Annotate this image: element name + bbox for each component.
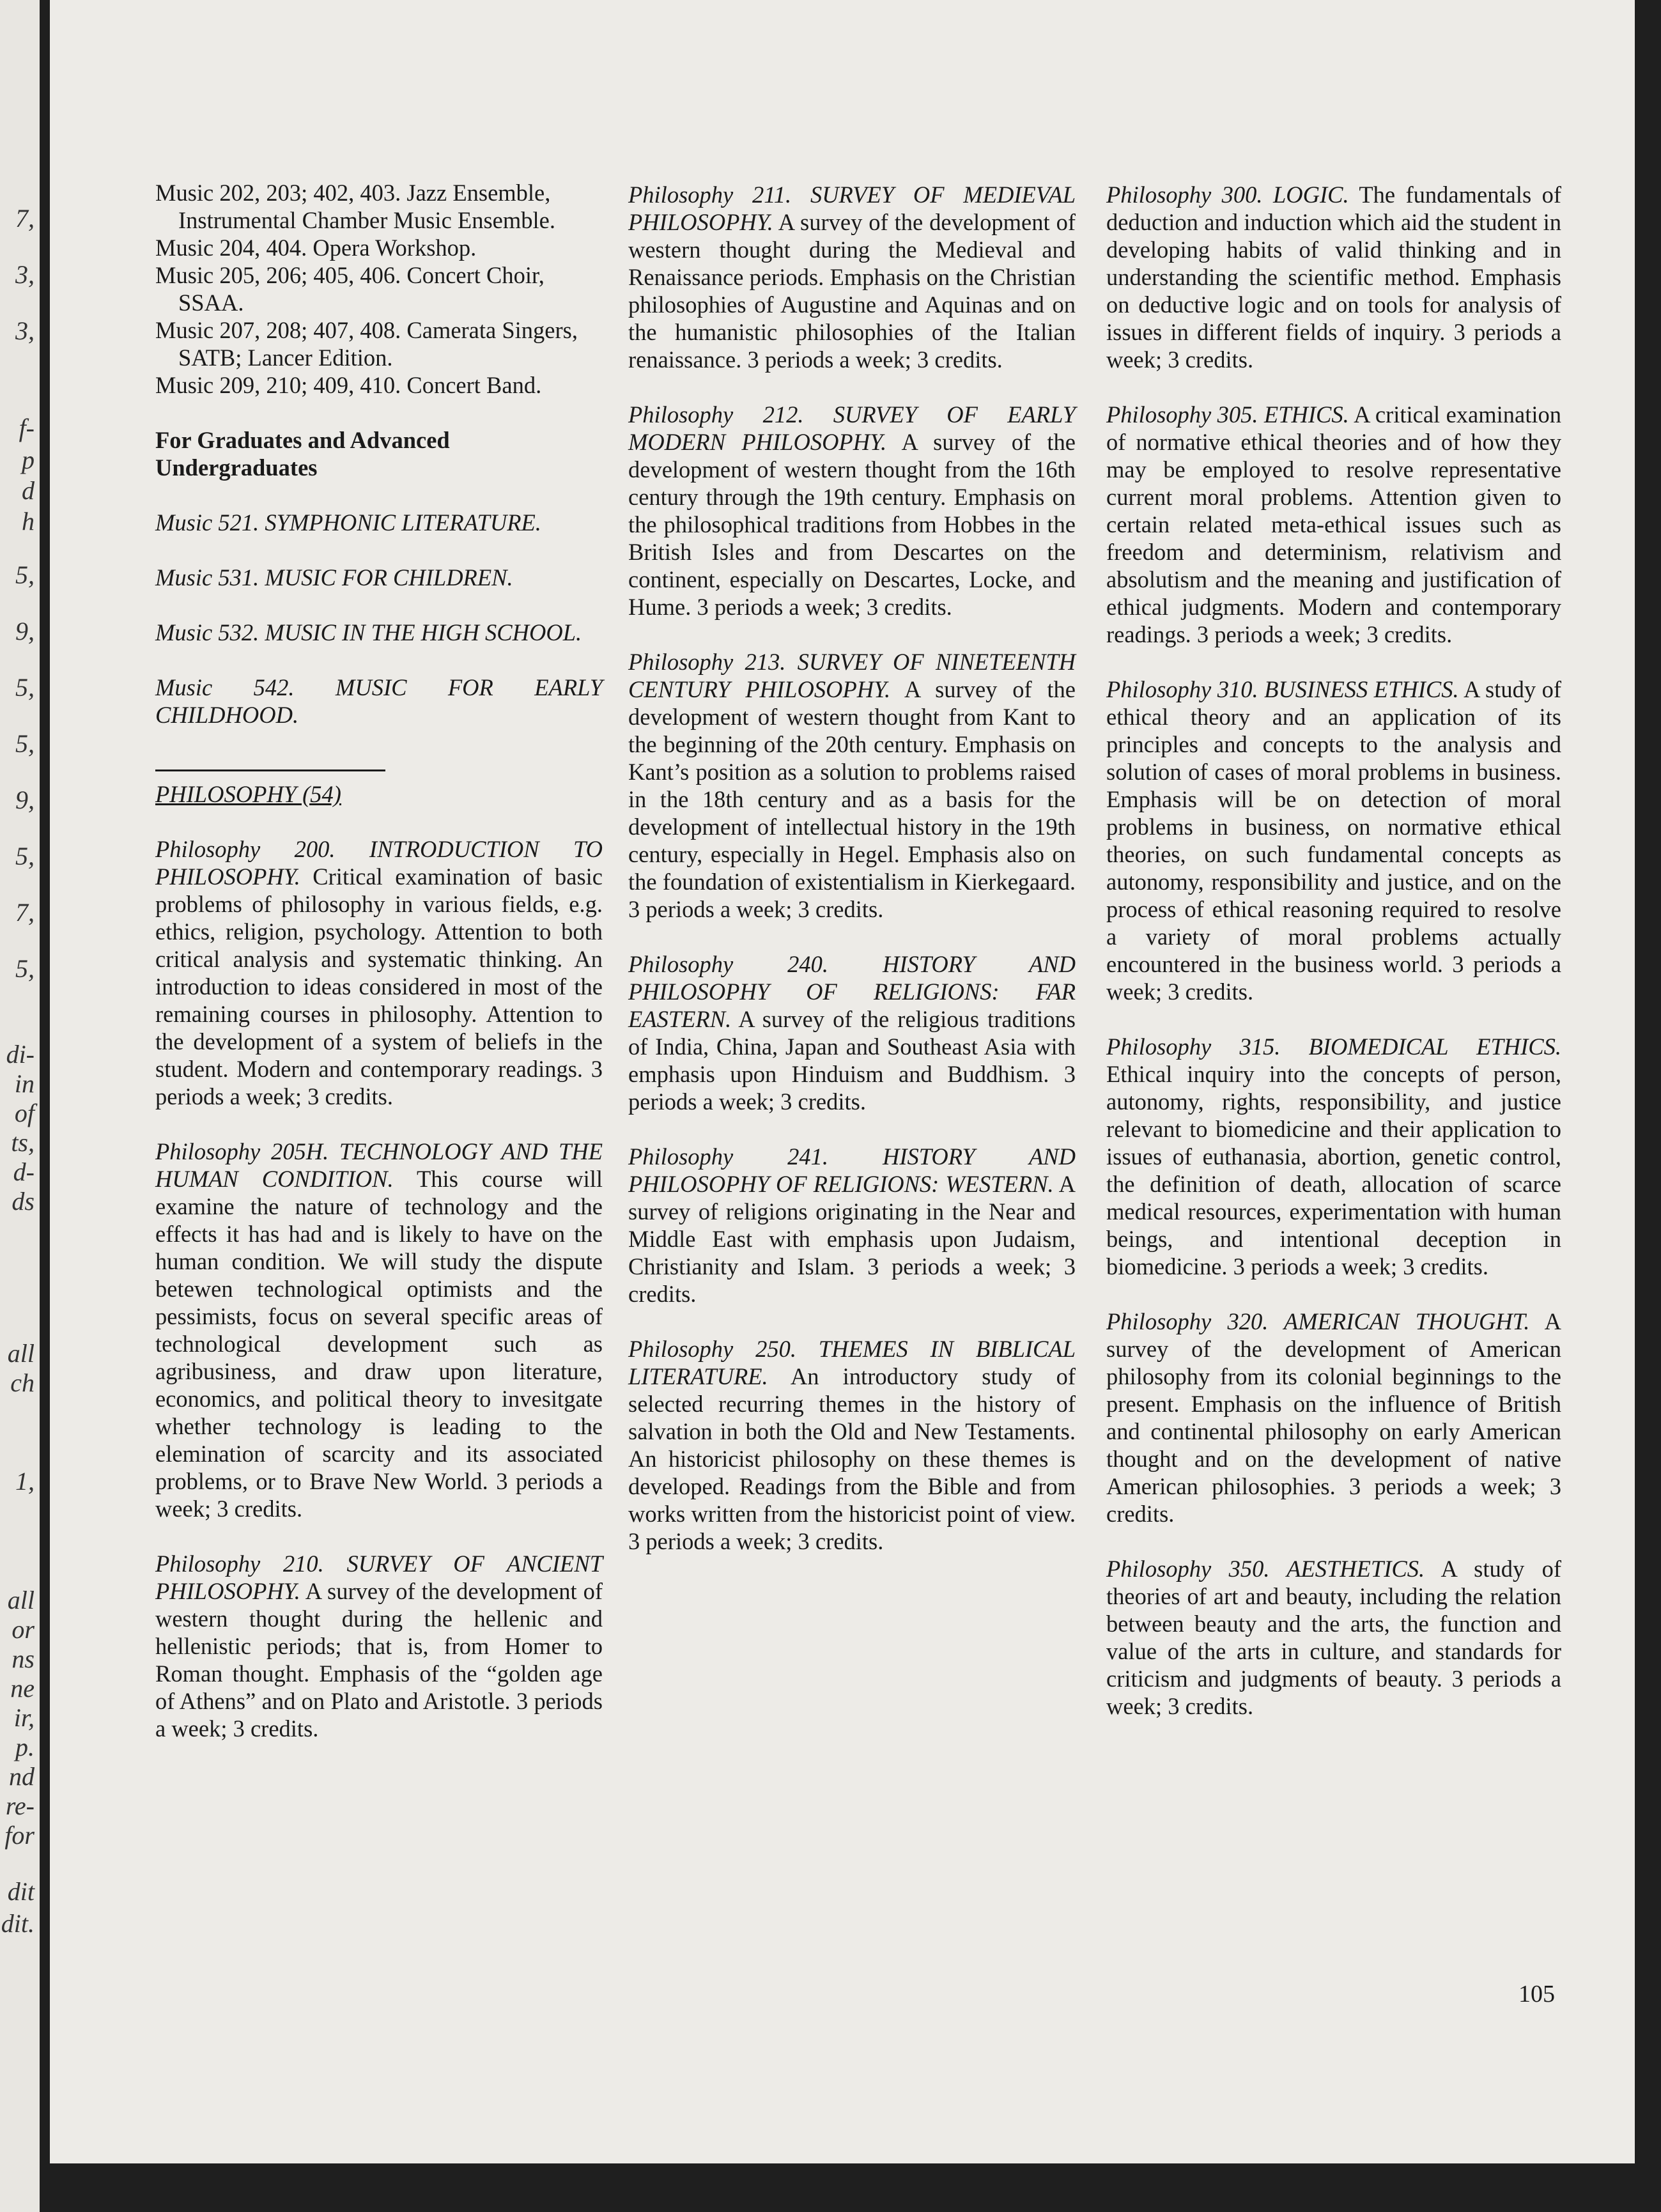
course-entry	[628, 181, 1076, 373]
prev-fragment: 1,	[15, 1467, 35, 1496]
graduate-music-course: Music 521. SYMPHONIC LITERATURE.	[155, 509, 541, 536]
prev-fragment: nd	[9, 1762, 35, 1791]
course-description: An introductory study of selected recurring themes in the history of salvation in both the Old and New Testaments. An historicist philosophy on these themes is developed. Readings from the Bible and from works written from the historicist point of view. 3 periods a week; 3 credits.	[628, 1363, 1076, 1554]
course-title: Philosophy 200. INTRODUCTION TO PHILOSOPHY.	[155, 836, 603, 890]
prev-fragment: di-	[6, 1040, 35, 1069]
course-title: Philosophy 240. HISTORY AND PHILOSOPHY OF RELIGIONS: FAR EASTERN.	[628, 951, 1076, 1032]
prev-fragment: ch	[10, 1368, 35, 1397]
course-description: A survey of the development of western thought during the Medieval and Renaissance periods. Emphasis on the Christian philosophies of Augustine and Aquinas and on the humanistic philosophies of the Italian renaissance. 3 periods a week; 3 credits.	[628, 209, 1076, 373]
music-course-line: Music 205, 206; 405, 406. Concert Choir, SSAA.	[155, 262, 545, 316]
previous-page-edge	[0, 0, 40, 2212]
column-middle	[628, 181, 1076, 1582]
prev-fragment: ns	[12, 1644, 35, 1673]
music-course-line: Music 202, 203; 402, 403. Jazz Ensemble, Instrumental Chamber Music Ensemble.	[155, 180, 555, 233]
course-description: A survey of the religious traditions of India, China, Japan and Southeast Asia with emphasis upon Hinduism and Buddhism. 3 periods a week; 3 credits.	[628, 1006, 1076, 1115]
course-title: Philosophy 212. SURVEY OF EARLY MODERN PHILOSOPHY.	[628, 401, 1076, 455]
prev-fragment: 5,	[15, 673, 35, 702]
prev-fragment: of	[14, 1099, 35, 1127]
prev-fragment: 5,	[15, 561, 35, 589]
music-course-line: Music 207, 208; 407, 408. Camerata Singers, SATB; Lancer Edition.	[155, 317, 578, 371]
course-description: A survey of the development of western thought from Kant to the beginning of the 20th century. Emphasis on Kant’s position as a solution to problems raised in the 18th century and as a basis for the development of intellectual history in the 19th century, especially in Hegel. Emphasis also on the foundation of existentialism in Kierkegaard. 3 periods a week; 3 credits.	[628, 676, 1076, 922]
course-entry	[155, 1138, 603, 1522]
course-entry	[628, 950, 1076, 1115]
course-description: The fundamentals of deduction and induction which aid the student in developing habits of valid thinking and in understanding the scientific method. Emphasis on deductive logic and on tools for analysis of issues in different fields of inquiry. 3 periods a week; 3 credits.	[1106, 182, 1561, 373]
prev-fragment: re-	[5, 1791, 35, 1820]
catalog-page	[50, 0, 1635, 2163]
course-description: This course will examine the nature of technology and the effects it has had and is likely to have on the human condition. We will study the dispute betewen technological optimists and the pessimists, focus on several specific areas of technological development such as agribusiness, and draw upon literature, economics, and political theory to invesitgate whether technology is leading to the elemination of scarcity and its associated problems, or to Brave New World. 3 periods a week; 3 credits.	[155, 1166, 603, 1522]
column-left	[155, 179, 603, 1770]
section-heading: PHILOSOPHY (54)	[155, 781, 341, 807]
prev-fragment: p	[22, 445, 35, 474]
course-title: Philosophy 210. SURVEY OF ANCIENT PHILOSOPHY.	[155, 1551, 603, 1604]
prev-fragment: dit.	[1, 1909, 35, 1938]
prev-fragment: d	[22, 476, 35, 505]
course-entry	[628, 648, 1076, 923]
course-entry	[1106, 1033, 1561, 1280]
prev-fragment: 7,	[15, 898, 35, 927]
prev-fragment: h	[22, 507, 35, 536]
prev-fragment: ds	[12, 1187, 35, 1216]
course-title: Philosophy 305. ETHICS.	[1106, 401, 1349, 428]
prev-fragment: 3,	[15, 260, 35, 289]
section-rule	[155, 770, 385, 771]
prev-fragment: 7,	[15, 204, 35, 233]
prev-fragment: in	[14, 1069, 35, 1098]
prev-fragment: 9,	[15, 617, 35, 646]
graduate-music-course: Music 531. MUSIC FOR CHILDREN.	[155, 564, 513, 591]
course-description: A study of ethical theory and an application of its principles and concepts to the analysis and solution of cases of moral problems in business. Emphasis will be on detection of moral problems in business, on normative ethical theories, on such fundamental concepts as autonomy, responsibility and justice, and on the process of ethical reasoning required to resolve a variety of moral problems actually encountered in the business world. 3 periods a week; 3 credits.	[1106, 676, 1561, 1005]
course-title: Philosophy 300. LOGIC.	[1106, 182, 1349, 208]
prev-fragment: for	[4, 1821, 35, 1850]
prev-fragment: all	[7, 1339, 35, 1368]
course-title: Philosophy 315. BIOMEDICAL ETHICS.	[1106, 1033, 1561, 1060]
course-entry	[155, 1550, 603, 1742]
course-description: A survey of the development of western thought from the 16th century through the 19th century. Emphasis on the philosophical traditions from Hobbes in the British Isles and from Descartes on the continent, especially on Descartes, Locke, and Hume. 3 periods a week; 3 credits.	[628, 429, 1076, 620]
prev-fragment: ne	[10, 1674, 35, 1703]
course-entry	[155, 835, 603, 1110]
prev-fragment: 5,	[15, 954, 35, 983]
course-description: A study of theories of art and beauty, including the relation between beauty and the arts, the function and value of the arts in culture, and standards for criticism and judgments of beauty. 3 periods a week; 3 credits.	[1106, 1556, 1561, 1719]
prev-fragment: or	[12, 1615, 35, 1644]
course-entry	[1106, 181, 1561, 373]
prev-fragment: dit	[7, 1877, 35, 1906]
prev-fragment: d-	[13, 1157, 35, 1186]
course-description: Critical examination of basic problems of philosophy in various fields, e.g. ethics, religion, psychology. Attention to both critical analysis and systematic thinking. An introduction to ideas considered in most of the remaining courses in philosophy. Attention to the development of a system of beliefs in the student. Modern and contemporary readings. 3 periods a week; 3 credits.	[155, 863, 603, 1110]
prev-fragment: ir,	[13, 1703, 35, 1732]
course-title: Philosophy 310. BUSINESS ETHICS.	[1106, 676, 1459, 702]
prev-fragment: ts,	[11, 1128, 35, 1157]
course-entry	[1106, 676, 1561, 1005]
music-course-line: Music 209, 210; 409, 410. Concert Band.	[155, 372, 542, 398]
column-right	[1106, 181, 1561, 1747]
course-entry	[628, 401, 1076, 621]
course-title: Philosophy 205H. TECHNOLOGY AND THE HUMAN CONDITION.	[155, 1138, 603, 1192]
prev-fragment: f-	[19, 414, 35, 442]
course-title: Philosophy 213. SURVEY OF NINETEENTH CENTURY PHILOSOPHY.	[628, 649, 1076, 702]
page-number: 105	[1518, 1981, 1555, 2007]
course-entry	[628, 1143, 1076, 1308]
course-entry	[628, 1335, 1076, 1555]
course-entry	[1106, 1308, 1561, 1528]
prev-fragment: 3,	[15, 316, 35, 345]
prev-fragment: 9,	[15, 785, 35, 814]
graduate-music-course: Music 532. MUSIC IN THE HIGH SCHOOL.	[155, 619, 582, 646]
course-title: Philosophy 250. THEMES IN BIBLICAL LITERATURE.	[628, 1336, 1076, 1389]
graduate-heading: For Graduates and Advanced Undergraduates	[155, 427, 450, 481]
course-title: Philosophy 211. SURVEY OF MEDIEVAL PHILOSOPHY.	[628, 182, 1076, 235]
course-entry	[1106, 401, 1561, 648]
course-title: Philosophy 241. HISTORY AND PHILOSOPHY OF RELIGIONS: WESTERN.	[628, 1143, 1076, 1197]
course-title: Philosophy 350. AESTHETICS.	[1106, 1556, 1425, 1582]
course-description: A survey of religions originating in the Near and Middle East with emphasis upon Judaism, Christianity and Islam. 3 periods a week; 3 credits.	[628, 1171, 1076, 1307]
course-description: A critical examination of normative ethical theories and of how they may be employed to resolve representative current moral problems. Attention given to certain related meta-ethical issues such as freedom and determinism, relativism and absolutism and the meaning and justification of ethical judgments. Modern and contemporary readings. 3 periods a week; 3 credits.	[1106, 401, 1561, 647]
course-description: A survey of the development of American philosophy from its colonial beginnings to the present. Emphasis on the influence of British and continental philosophy on early American thought and on the development of native American philosophies. 3 periods a week; 3 credits.	[1106, 1308, 1561, 1527]
graduate-music-course: Music 542. MUSIC FOR EARLY CHILDHOOD.	[155, 674, 603, 728]
course-title: Philosophy 320. AMERICAN THOUGHT.	[1106, 1308, 1530, 1334]
prev-fragment: all	[7, 1586, 35, 1614]
music-course-line: Music 204, 404. Opera Workshop.	[155, 235, 477, 261]
course-description: A survey of the development of western thought during the hellenic and hellenistic periods; that is, from Homer to Roman thought. Emphasis of the “golden age of Athens” and on Plato and Aristotle. 3 periods a week; 3 credits.	[155, 1578, 603, 1742]
course-entry	[1106, 1555, 1561, 1720]
course-description: Ethical inquiry into the concepts of person, autonomy, rights, responsibility, and justice relevant to biomedicine and their application to issues of euthanasia, abortion, genetic control, the definition of death, allocation of scarce medical resources, experimentation with human beings, and intentional deception in biomedicine. 3 periods a week; 3 credits.	[1106, 1061, 1561, 1280]
prev-fragment: p.	[15, 1733, 35, 1761]
prev-fragment: 5,	[15, 729, 35, 758]
prev-fragment: 5,	[15, 842, 35, 870]
